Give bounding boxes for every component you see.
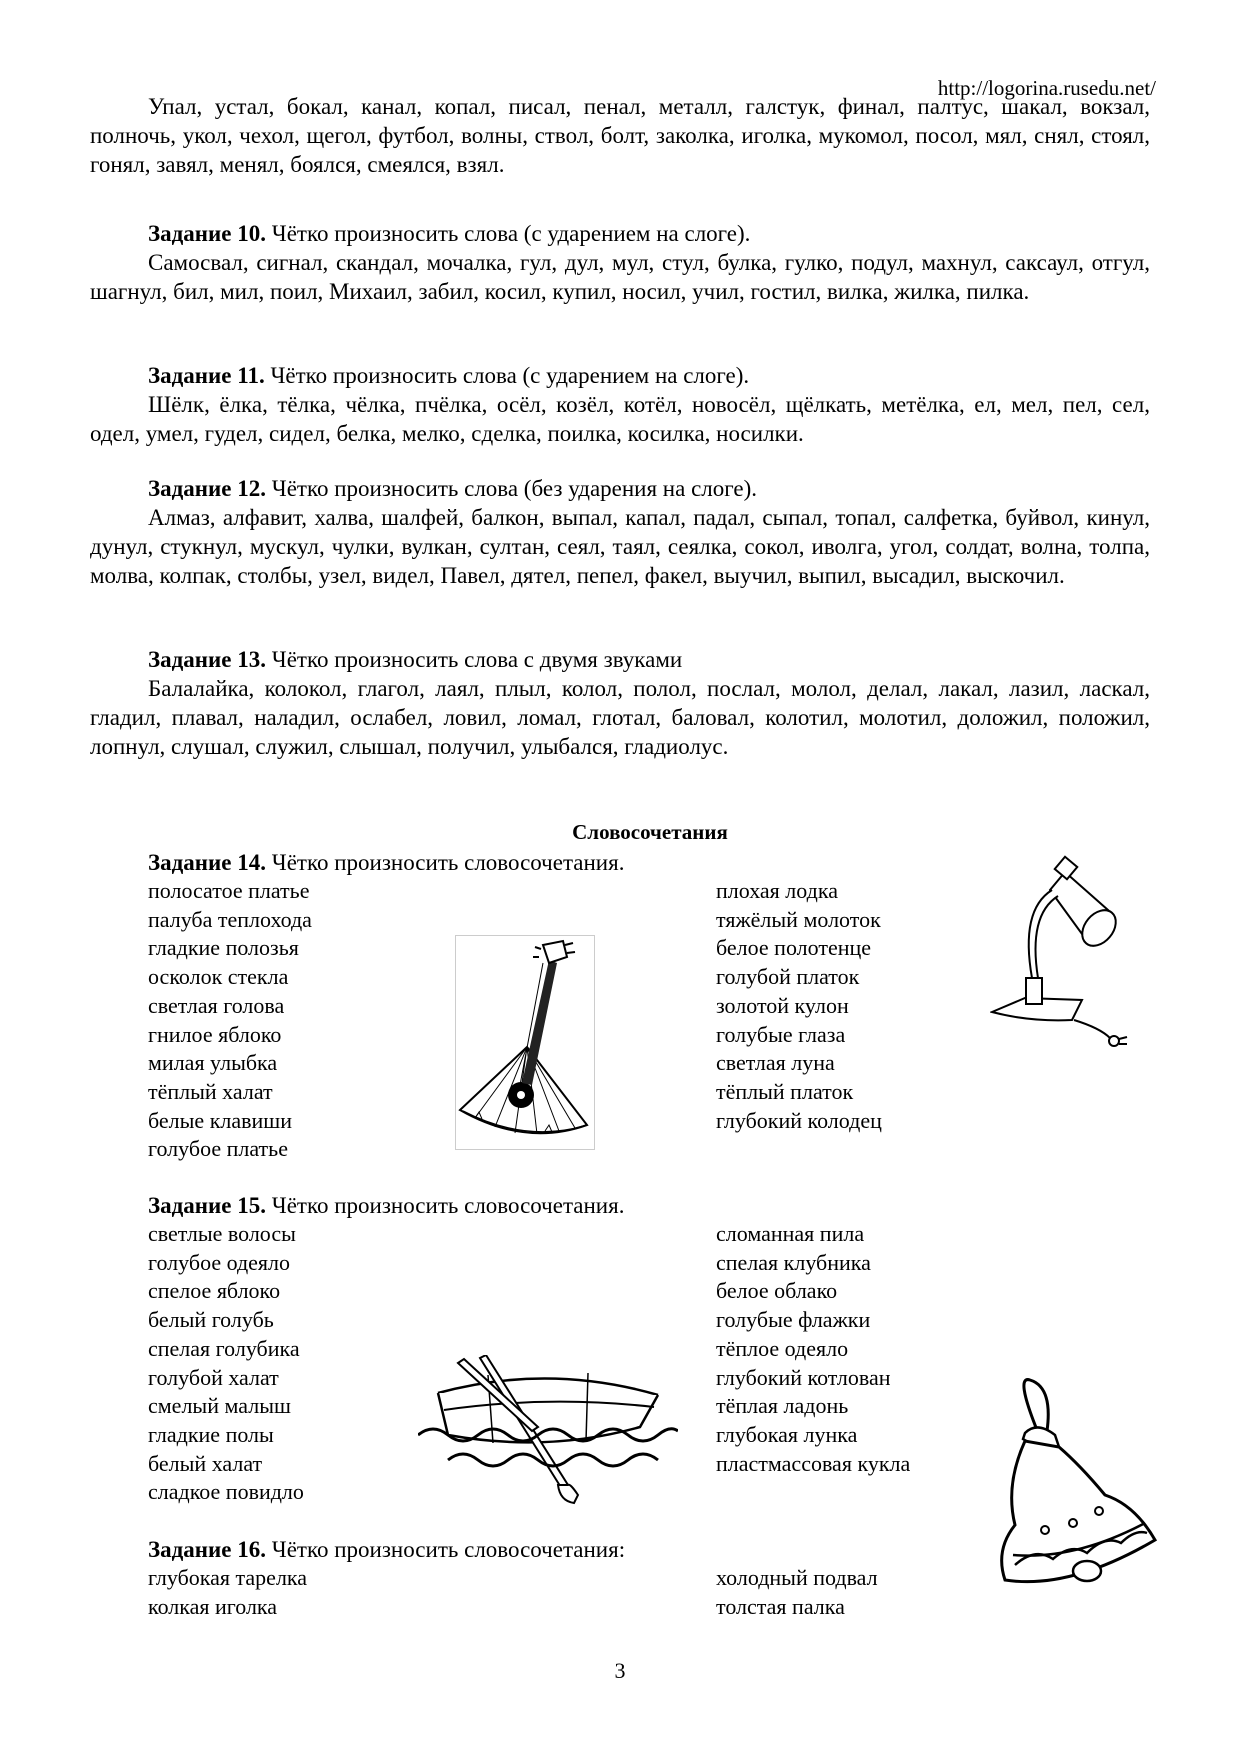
task-10-heading [148, 219, 750, 248]
task-16-left-column [148, 1564, 307, 1621]
task-11-text: Шёлк, ёлка, тёлка, чёлка, пчёлка, осёл, козёл, котёл, новосёл, щёлкать, метёлка, ел, мел, пел, сел, одел, умел, гудел, сидел, белка, мелко, сделка, поилка, косилка, носилки. [90, 392, 1150, 446]
section-title: Словосочетания [572, 820, 728, 844]
task-instruction: Чётко произносить словосочетания: [271, 1537, 626, 1562]
task-16-right-column [716, 1564, 878, 1621]
phrase-item: сломанная пила [716, 1221, 865, 1246]
phrase-item: тёплый платок [716, 1078, 854, 1104]
task-label: Задание 12. [148, 476, 266, 501]
phrase-item: тёплый халат [148, 1078, 273, 1104]
task-11-heading [148, 361, 749, 390]
phrase-item: палуба теплохода [148, 906, 312, 932]
task-10-text: Самосвал, сигнал, скандал, мочалка, гул, дул, мул, стул, булка, гулко, подул, махнул, саксаул, отгул, шагнул, бил, мил, поил, Михаил, забил, косил, купил, носил, учил, гостил, вилка, жилка, пилка. [90, 250, 1150, 304]
phrase-item: голубой халат [148, 1364, 279, 1390]
task-15-left-column [148, 1220, 304, 1507]
phrase-item: тяжёлый молоток [716, 906, 881, 932]
phrase-item: голубые флажки [716, 1307, 871, 1333]
phrase-item: светлые волосы [148, 1221, 296, 1246]
phrase-item: голубое платье [148, 1136, 288, 1162]
phrase-item: голубой платок [716, 964, 860, 990]
phrase-item: глубокая лунка [716, 1421, 858, 1447]
phrase-item: плохая лодка [716, 878, 838, 903]
phrase-item: смелый малыш [148, 1393, 291, 1419]
task-label: Задание 16. [148, 1537, 266, 1562]
phrase-item: светлая голова [148, 992, 285, 1018]
task-14-right-column [716, 877, 882, 1135]
task-12-text: Алмаз, алфавит, халва, шалфей, балкон, выпал, капал, падал, сыпал, топал, салфетка, буйвол, кинул, дунул, стукнул, мускул, чулки, вулкан, султан, сеял, таял, сеялка, сокол, иволга, угол, солдат, волна, толпа, молва, колпак, столбы, узел, видел, Павел, дятел, пепел, факел, выучил, выпил, высадил, выскочил. [90, 505, 1150, 588]
balalaika-illustration [455, 935, 595, 1150]
phrase-item: холодный подвал [716, 1565, 878, 1590]
phrase-item: тёплое одеяло [716, 1335, 849, 1361]
phrase-item: белое облако [716, 1278, 838, 1304]
task-label: Задание 10. [148, 221, 266, 246]
phrase-item: белое полотенце [716, 935, 872, 961]
task-instruction: Чётко произносить словосочетания. [271, 1193, 625, 1218]
task-label: Задание 14. [148, 850, 266, 875]
rowboat-illustration [418, 1355, 678, 1505]
phrase-item: белый голубь [148, 1307, 274, 1333]
phrase-item: золотой кулон [716, 992, 849, 1018]
phrase-item: гладкие полозья [148, 935, 299, 961]
task-12-heading [148, 474, 757, 503]
task-15-heading [148, 1191, 624, 1220]
phrase-item: гладкие полы [148, 1421, 274, 1447]
task-instruction: Чётко произносить словосочетания. [271, 850, 625, 875]
task-instruction: Чётко произносить слова (с ударением на слоге). [270, 363, 750, 388]
phrase-item: спелая голубика [148, 1335, 300, 1361]
task-label: Задание 11. [148, 363, 265, 388]
phrase-item: глубокая тарелка [148, 1565, 308, 1590]
task-label: Задание 13. [148, 647, 266, 672]
phrase-item: тёплая ладонь [716, 1393, 849, 1419]
page-number: 3 [614, 1658, 626, 1683]
phrase-item: колкая иголка [148, 1593, 278, 1619]
phrase-item: полосатое платье [148, 878, 310, 903]
phrase-item: милая улыбка [148, 1050, 278, 1076]
phrase-item: белые клавиши [148, 1107, 292, 1133]
task-14-left-column [148, 877, 312, 1164]
task-13-heading [148, 645, 682, 674]
desk-lamp-illustration [990, 850, 1140, 1070]
phrase-item: белый халат [148, 1450, 263, 1476]
task-instruction: Чётко произносить слова с двумя звуками [271, 647, 683, 672]
bell-illustration [975, 1375, 1165, 1605]
phrase-item: спелое яблоко [148, 1278, 281, 1304]
phrase-item: пластмассовая кукла [716, 1450, 911, 1476]
phrase-item: светлая луна [716, 1050, 835, 1076]
phrase-item: спелая клубника [716, 1249, 871, 1275]
phrase-item: гнилое яблоко [148, 1021, 282, 1047]
phrase-item: толстая палка [716, 1593, 845, 1619]
task-instruction: Чётко произносить слова (без ударения на слоге). [271, 476, 758, 501]
task-13-text: Балалайка, колокол, глагол, лаял, плыл, колол, полол, послал, молол, делал, лакал, лазил, ласкал, гладил, плавал, наладил, ослабел, ловил, ломал, глотал, баловал, колотил, молотил, доложил, положил, лопнул, слушал, служил, слышал, получил, улыбался, гладиолус. [90, 676, 1150, 759]
phrase-item: сладкое повидло [148, 1479, 304, 1505]
task-15-right-column [716, 1220, 910, 1478]
phrase-item: голубое одеяло [148, 1249, 291, 1275]
task-label: Задание 15. [148, 1193, 266, 1218]
task-instruction: Чётко произносить слова (с ударением на слоге). [271, 221, 751, 246]
phrase-item: глубокий колодец [716, 1107, 882, 1133]
task-16-heading [148, 1535, 625, 1564]
header-url: http://logorina.rusedu.net/ [937, 76, 1156, 100]
phrase-item: глубокий котлован [716, 1364, 891, 1390]
intro-paragraph: Упал, устал, бокал, канал, копал, писал, пенал, металл, галстук, финал, палтус, шакал, вокзал, полночь, укол, чехол, щегол, футбол, волны, ствол, болт, заколка, иголка, мукомол, посол, мял, снял, стоял, гонял, завял, менял, боялся, смеялся, взял. [90, 94, 1150, 177]
task-14-heading [148, 848, 624, 877]
phrase-item: осколок стекла [148, 964, 289, 990]
phrase-item: голубые глаза [716, 1021, 846, 1047]
